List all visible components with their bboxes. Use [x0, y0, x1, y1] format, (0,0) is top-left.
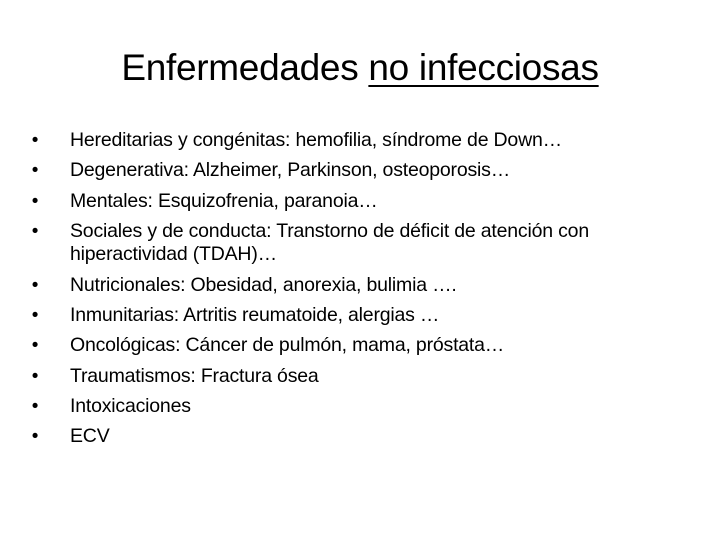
bullet-icon: • — [31, 274, 39, 296]
bullet-text: Traumatismos: Fractura ósea — [70, 364, 319, 387]
bullet-text: Inmunitarias: Artritis reumatoide, alergias … — [70, 303, 440, 326]
bullet-icon: • — [31, 365, 39, 387]
bullet-icon: • — [31, 426, 39, 448]
bullet-icon: • — [31, 335, 39, 357]
slide-title — [0, 44, 720, 92]
bullet-text: Oncológicas: Cáncer de pulmón, mama, próstata… — [70, 334, 505, 357]
bullet-icon: • — [31, 395, 39, 417]
bullet-text: ECV — [70, 425, 110, 448]
bullet-item — [28, 274, 688, 298]
bullet-text: Hereditarias y congénitas: hemofilia, síndrome de Down… — [70, 129, 562, 151]
bullet-item — [28, 395, 688, 419]
bullet-text: Sociales y de conducta: Transtorno de déficit de atención con hiperactividad (TDAH)… — [70, 219, 589, 266]
bullet-item — [28, 220, 688, 267]
bullet-icon: • — [31, 160, 39, 182]
bullet-icon: • — [31, 130, 39, 151]
bullet-item — [28, 159, 688, 183]
slide-title-underlined-text: no infecciosas — [368, 47, 599, 88]
bullet-icon: • — [31, 190, 39, 212]
bullet-item — [28, 365, 688, 389]
bullet-item — [28, 304, 688, 328]
bullet-text: Intoxicaciones — [70, 394, 191, 417]
bullet-icon: • — [31, 220, 39, 242]
bullet-item — [28, 425, 688, 449]
bullet-item — [28, 190, 688, 214]
bullet-item — [28, 334, 688, 358]
bullet-icon: • — [31, 304, 39, 326]
bullet-text: Mentales: Esquizofrenia, paranoia… — [70, 189, 378, 212]
bullet-list — [28, 129, 688, 455]
bullet-text: Degenerativa: Alzheimer, Parkinson, osteoporosis… — [70, 159, 511, 182]
bullet-item — [28, 129, 688, 153]
bullet-text: Nutricionales: Obesidad, anorexia, bulimia …. — [70, 273, 457, 296]
slide-title-text: Enfermedades — [121, 47, 369, 88]
